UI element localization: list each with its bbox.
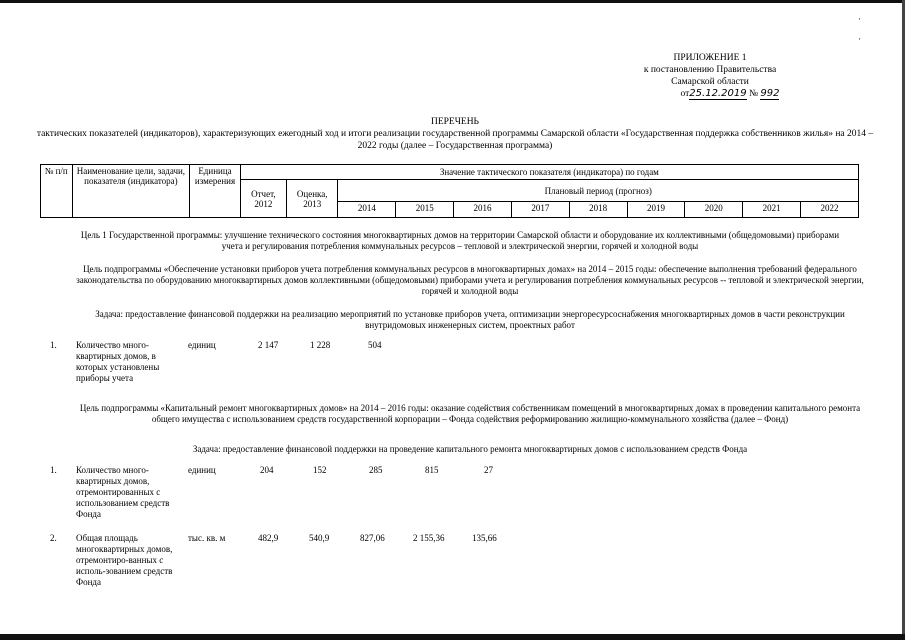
from-label: от xyxy=(680,89,690,99)
header-name: Наименование цели, задачи, показателя (индикатора) xyxy=(72,165,190,218)
header-year: 2019 xyxy=(627,202,685,218)
appendix-line: к постановлению Правительства xyxy=(643,65,777,75)
scan-bottom-edge xyxy=(0,634,905,640)
row-value-2015: 2 155,36 xyxy=(413,533,445,543)
header-report-2012: Отчет, 2012 xyxy=(240,180,286,218)
scan-speck: · xyxy=(858,14,861,24)
appendix-line: Самарской области xyxy=(671,77,749,87)
header-estimate-2013: Оценка, 2013 xyxy=(286,180,338,218)
row-number: 2. xyxy=(50,533,57,543)
row-value-2014: 285 xyxy=(369,465,383,475)
row-unit: единиц xyxy=(188,465,216,475)
goal-1: Цель 1 Государственной программы: улучшение технического состояния многоквартирных домов на территории Самарской области и оборудование их коллективными (общедомовыми) приборами учета и регулирования потребления коммунальных ресурсов – тепловой и электрической энергии, горячей и холодной воды xyxy=(80,230,840,251)
header-year: 2020 xyxy=(685,202,743,218)
header-year: 2022 xyxy=(800,202,858,218)
title-heading: ПЕРЕЧЕНЬ xyxy=(430,117,480,127)
header-year: 2017 xyxy=(511,202,569,218)
row-value-2012: 204 xyxy=(260,465,274,475)
resolution-date: 25.12.2019 xyxy=(689,88,747,99)
row-unit: тыс. кв. м xyxy=(188,533,226,543)
row-value-2013: 540,9 xyxy=(309,533,330,543)
row-value-2015: 815 xyxy=(425,465,439,475)
appendix-title: ПРИЛОЖЕНИЕ 1 xyxy=(673,53,747,63)
title-text: тактических показателей (индикаторов), характеризующих ежегодный ход и итоги реализации государственной программы Самарской области «Государственная поддержка собственников жилья» на 2014 – 2022 годы (далее – Государственная программа) xyxy=(36,129,874,151)
row-value-2016: 27 xyxy=(484,465,493,475)
appendix-date-line xyxy=(640,88,820,100)
subprogram-goal-1: Цель подпрограммы «Обеспечение установки приборов учета потребления коммунальных ресурсов в многоквартирных домах» на 2014 – 2015 годы: обеспечение выполнения требований федерального законодательства по оборудованию многоквартирных домов коллективными (общедомовыми) приборами учета и регулирования потребления коммунальных ресурсов -- тепловой и электрической энергии, горячей и холодной воды xyxy=(76,264,864,296)
header-year: 2018 xyxy=(569,202,627,218)
header-values-group: Значение тактического показателя (индикатора) по годам xyxy=(240,165,858,180)
row-number: 1. xyxy=(50,465,57,475)
header-no: № п/п xyxy=(41,165,73,218)
row-indicator-name: Количество много-квартирных домов, в которых установлены приборы учета xyxy=(76,340,160,383)
document-title xyxy=(30,116,880,152)
header-plan-period: Плановый период (прогноз) xyxy=(338,180,859,202)
resolution-number: 992 xyxy=(760,88,780,99)
subprogram-goal-2: Цель подпрограммы «Капитальный ремонт многоквартирных домов» на 2014 – 2016 годы: оказание содействия собственникам помещений в многоквартирных домах в проведении капитального ремонта общего имущества с использованием средств государственной корпорации – Фонда содействия реформированию жилищно-коммунального хозяйства (далее – Фонд) xyxy=(79,403,861,424)
row-value-2016: 135,66 xyxy=(472,533,497,543)
row-value-2013: 152 xyxy=(313,465,327,475)
row-unit: единиц xyxy=(188,340,216,350)
task-1: Задача: предоставление финансовой поддержки на реализацию мероприятий по установке приборов учета, оптимизации энергоресурсоснабжения многоквартирных домов в части реконструкции внутридомовых инженерных систем, проектных работ xyxy=(95,309,845,330)
task-2: Задача: предоставление финансовой поддержки на проведение капитального ремонта многоквартирных домов с использованием средств Фонда xyxy=(192,444,748,454)
row-value-2014: 504 xyxy=(368,340,382,350)
indicator-table-header xyxy=(40,164,859,218)
row-number: 1. xyxy=(50,340,57,350)
scan-speck: · xyxy=(858,34,861,44)
header-year: 2016 xyxy=(454,202,512,218)
row-value-2013: 1 228 xyxy=(310,340,331,350)
row-indicator-name: Количество много-квартирных домов, отремонтированных с использованием средств Фонда xyxy=(76,465,170,519)
header-unit: Единица измерения xyxy=(190,165,240,218)
header-year: 2021 xyxy=(743,202,801,218)
number-label: № xyxy=(748,89,759,99)
header-year: 2015 xyxy=(396,202,454,218)
row-value-2014: 827,06 xyxy=(360,533,385,543)
row-value-2012: 482,9 xyxy=(258,533,279,543)
scan-top-edge xyxy=(0,0,905,3)
appendix-stamp xyxy=(600,52,820,100)
row-value-2012: 2 147 xyxy=(258,340,279,350)
header-year: 2014 xyxy=(338,202,396,218)
row-indicator-name: Общая площадь многоквартирных домов, отремонтиро-ванных с исполь-зованием средств Фонда xyxy=(76,533,173,587)
